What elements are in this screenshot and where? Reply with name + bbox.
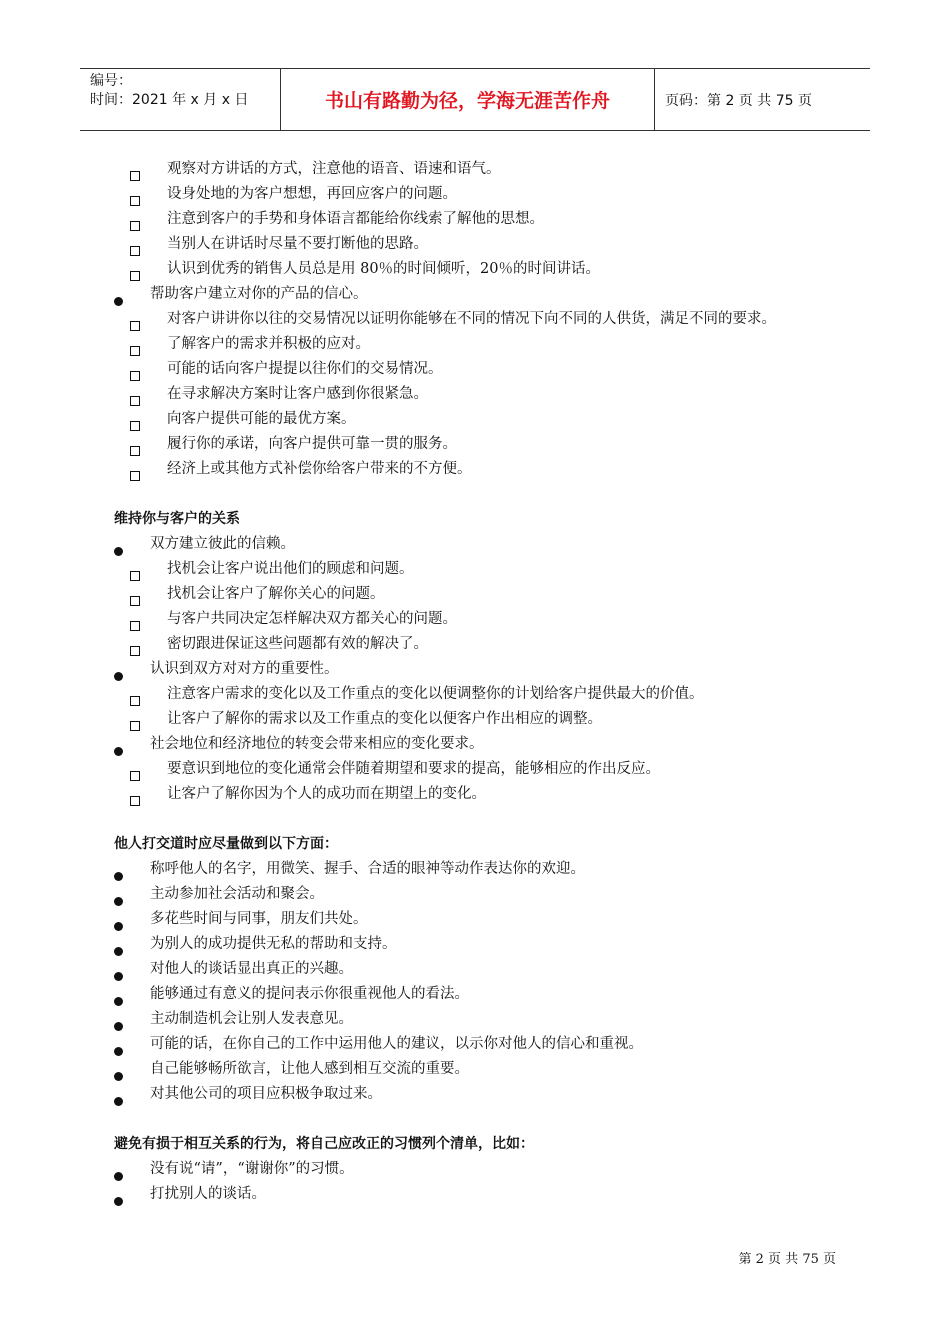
sub-bullet-item	[112, 257, 842, 282]
item-text: 社会地位和经济地位的转变会带来相应的变化要求。	[150, 736, 484, 752]
hollow-square-bullet-icon	[130, 465, 140, 490]
item-text: 当别人在讲话时尽量不要打断他的思路。	[167, 236, 428, 252]
bullet-item	[112, 882, 842, 907]
bullet-item	[112, 1082, 842, 1107]
item-text: 设身处地的为客户想想，再回应客户的问题。	[167, 186, 457, 202]
item-text: 认识到双方对对方的重要性。	[150, 661, 339, 677]
sub-bullet-item	[112, 157, 842, 182]
bullet-item	[112, 657, 842, 682]
sub-bullet-item	[112, 757, 842, 782]
bullet-item	[112, 1007, 842, 1032]
bullet-item	[112, 932, 842, 957]
item-text: 打扰别人的谈话。	[150, 1186, 266, 1202]
item-text: 注意客户需求的变化以及工作重点的变化以便调整你的计划给客户提供最大的价值。	[167, 686, 704, 702]
bullet-item	[112, 1157, 842, 1182]
bullet-item	[112, 982, 842, 1007]
item-text: 经济上或其他方式补偿你给客户带来的不方便。	[167, 461, 472, 477]
sub-bullet-item	[112, 432, 842, 457]
code-label: 编号：	[90, 73, 132, 89]
sub-bullet-item	[112, 557, 842, 582]
sub-bullet-item	[112, 182, 842, 207]
sub-bullet-item	[112, 607, 842, 632]
sub-bullet-item	[112, 207, 842, 232]
hollow-square-bullet-icon	[130, 790, 140, 815]
bullet-item	[112, 907, 842, 932]
item-text: 与客户共同决定怎样解决双方都关心的问题。	[167, 611, 457, 627]
item-text: 要意识到地位的变化通常会伴随着期望和要求的提高，能够相应的作出反应。	[167, 761, 660, 777]
section-heading: 他人打交道时应尽量做到以下方面：	[114, 836, 338, 852]
sub-bullet-item	[112, 332, 842, 357]
item-text: 没有说“请”，“谢谢你”的习惯。	[150, 1161, 354, 1177]
item-text: 为别人的成功提供无私的帮助和支持。	[150, 936, 397, 952]
bullet-item	[112, 857, 842, 882]
item-text: 双方建立彼此的信赖。	[150, 536, 295, 552]
sub-bullet-item	[112, 232, 842, 257]
header-meta	[80, 69, 281, 130]
sub-bullet-item	[112, 632, 842, 657]
bullet-item	[112, 1032, 842, 1057]
section-gap	[112, 807, 842, 832]
item-text: 主动参加社会活动和聚会。	[150, 886, 324, 902]
item-text: 可能的话，在你自己的工作中运用他人的建议，以示你对他人的信心和重视。	[150, 1036, 643, 1052]
item-text: 自己能够畅所欲言，让他人感到相互交流的重要。	[150, 1061, 469, 1077]
item-text: 向客户提供可能的最优方案。	[167, 411, 356, 427]
bullet-item	[112, 957, 842, 982]
bullet-item	[112, 732, 842, 757]
filled-circle-bullet-icon	[114, 1090, 123, 1115]
bullet-item	[112, 1057, 842, 1082]
item-text: 能够通过有意义的提问表示你很重视他人的看法。	[150, 986, 469, 1002]
item-text: 让客户了解你因为个人的成功而在期望上的变化。	[167, 786, 486, 802]
item-text: 可能的话向客户提提以往你们的交易情况。	[167, 361, 443, 377]
item-text: 注意到客户的手势和身体语言都能给你线索了解他的思想。	[167, 211, 544, 227]
item-text: 称呼他人的名字，用微笑、握手、合适的眼神等动作表达你的欢迎。	[150, 861, 585, 877]
sub-bullet-item	[112, 707, 842, 732]
section-gap	[112, 1107, 842, 1132]
item-text: 主动制造机会让别人发表意见。	[150, 1011, 353, 1027]
item-text: 多花些时间与同事，朋友们共处。	[150, 911, 368, 927]
sub-bullet-item	[112, 682, 842, 707]
document-body	[112, 157, 842, 1207]
sub-bullet-item	[112, 382, 842, 407]
item-text: 在寻求解决方案时让客户感到你很紧急。	[167, 386, 428, 402]
sub-bullet-item	[112, 457, 842, 482]
sub-bullet-item	[112, 582, 842, 607]
item-text: 对他人的谈话显出真正的兴趣。	[150, 961, 353, 977]
section-heading: 维持你与客户的关系	[114, 511, 240, 527]
item-text: 认识到优秀的销售人员总是用 80％的时间倾听，20％的时间讲话。	[167, 261, 601, 277]
item-text: 帮助客户建立对你的产品的信心。	[150, 286, 368, 302]
time-label: 时间：2021 年 x 月 x 日	[90, 92, 249, 108]
item-text: 了解客户的需求并积极的应对。	[167, 336, 370, 352]
header-slogan: 书山有路勤为径，学海无涯苦作舟	[281, 69, 655, 130]
section-heading: 避免有损于相互关系的行为，将自己应改正的习惯列个清单，比如：	[114, 1136, 534, 1152]
item-text: 找机会让客户说出他们的顾虑和问题。	[167, 561, 414, 577]
bullet-item	[112, 1182, 842, 1207]
item-text: 让客户了解你的需求以及工作重点的变化以便客户作出相应的调整。	[167, 711, 602, 727]
sub-bullet-item	[112, 357, 842, 382]
header-page-label: 页码：第 2 页 共 75 页	[665, 92, 812, 109]
section-gap	[112, 482, 842, 507]
item-text: 对其他公司的项目应积极争取过来。	[150, 1086, 382, 1102]
bullet-item	[112, 532, 842, 557]
footer-page-number: 第 2 页 共 75 页	[738, 1252, 836, 1267]
sub-bullet-item	[112, 782, 842, 807]
sub-bullet-item	[112, 407, 842, 432]
item-text: 履行你的承诺，向客户提供可靠一贯的服务。	[167, 436, 457, 452]
page-header	[80, 68, 870, 131]
filled-circle-bullet-icon	[114, 1190, 123, 1215]
item-text: 观察对方讲话的方式，注意他的语音、语速和语气。	[167, 161, 501, 177]
sub-bullet-item	[112, 307, 842, 332]
bullet-item	[112, 282, 842, 307]
item-text: 对客户讲讲你以往的交易情况以证明你能够在不同的情况下向不同的人供货，满足不同的要求。	[167, 311, 776, 327]
item-text: 密切跟进保证这些问题都有效的解决了。	[167, 636, 428, 652]
item-text: 找机会让客户了解你关心的问题。	[167, 586, 385, 602]
